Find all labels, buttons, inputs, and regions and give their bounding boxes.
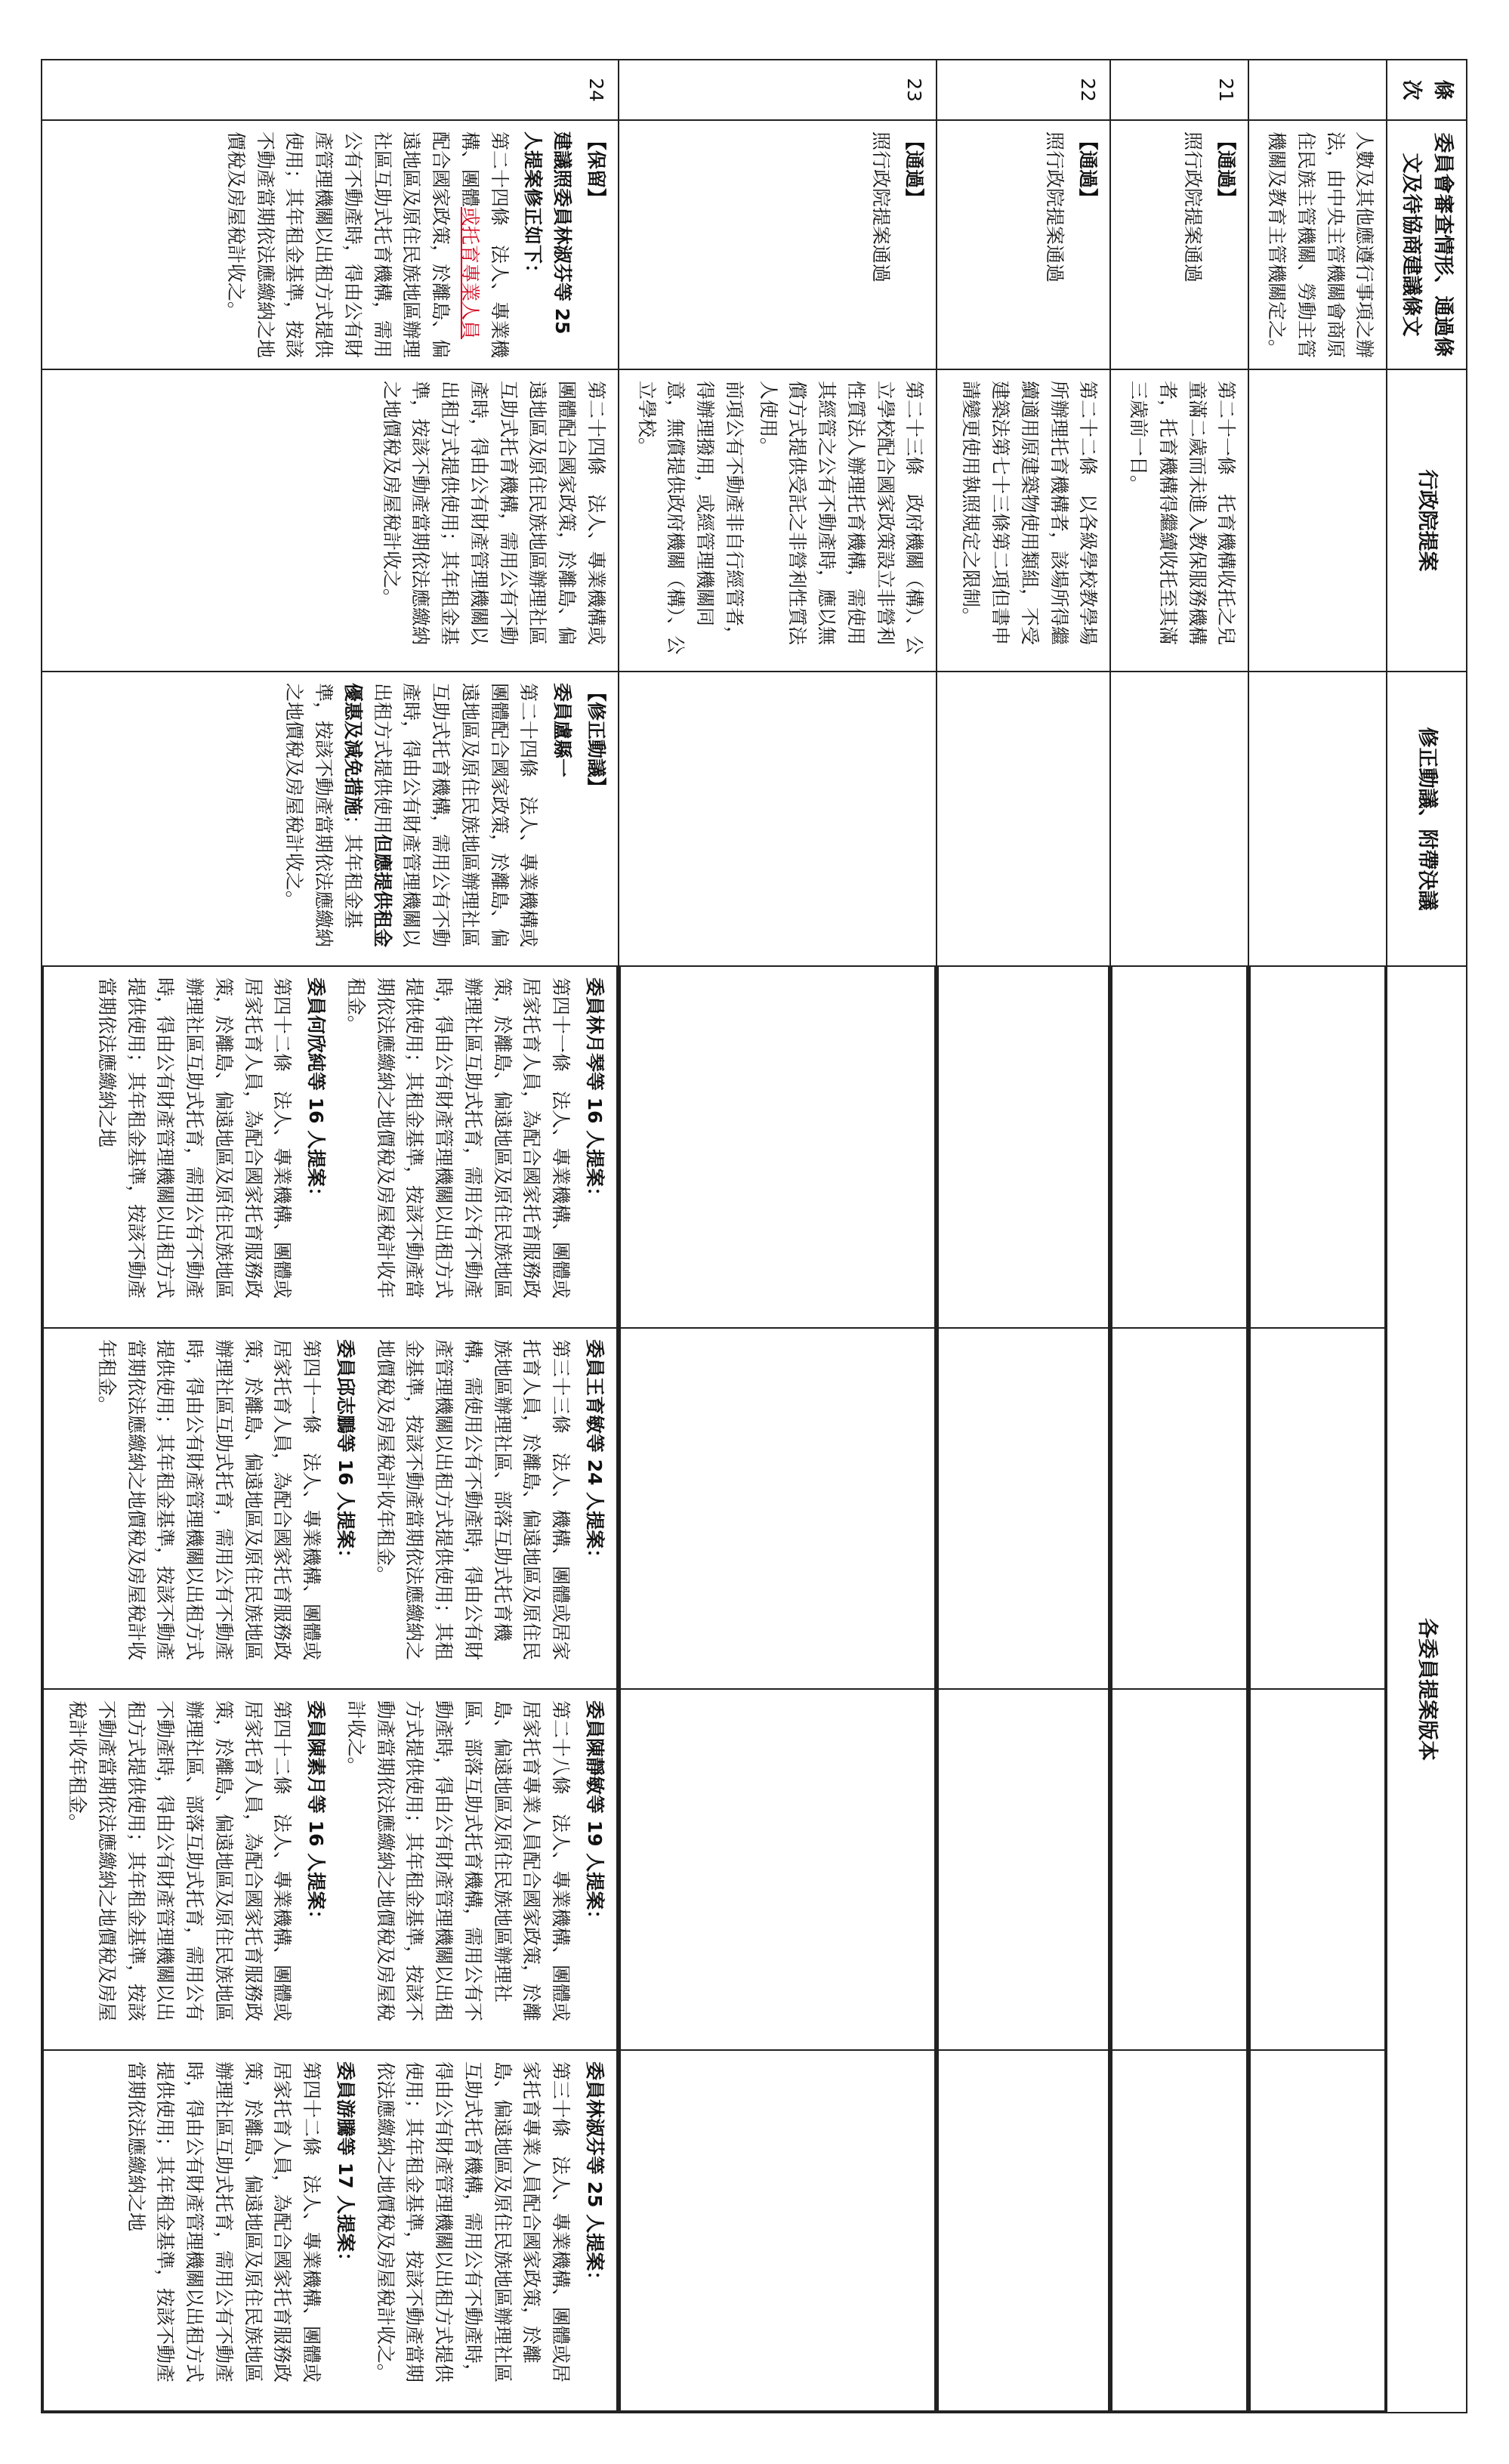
exec-text: 第二十三條 政府機關（構）、公立學校配合國家政策設立非營利性質法人辦理托育機構，需使用其經管之公有不動產時，應以無償方式提供受託之非營利性質法人使用。 [757,381,926,655]
status-text: 照行政院提案通過 [1181,131,1204,283]
proposer: 委員陳靜敏等 19 人提案： [583,1700,606,1929]
status-text: 照行政院提案通過 [1043,131,1066,283]
comparison-table [41,59,1467,2413]
inserted-text: 或 [458,207,481,227]
versions-cell [42,966,619,2413]
proposal-text: 第四十一條 法人、專業機構、團體或居家托育人員，為配合國家托育服務政策，於離島、偏遠地區及原住民族地區辦理社區互助式托育，需用公有不動產時，得由公有財產管理機關以出租方式提供使用；其年租金基準，按該不動產當期依法應繳納之地價稅及房屋稅計收年租金。 [95,1339,323,1661]
committee-cell [937,120,1110,369]
versions-cell [1110,966,1248,2413]
proposal [370,1339,609,1678]
status-badge: 【通過】 [903,131,926,208]
committee-text-pre: 第二十四條 法人、專業機構、團體 [458,131,511,359]
header-executive: 行政院提案 [1387,369,1467,672]
committee-cell [1248,120,1387,369]
table-row [42,60,619,2413]
article-no: 24 [42,60,619,120]
amend-cell [42,672,619,966]
table-row [619,60,937,2413]
proposal [121,2061,360,2400]
proposal [370,2061,609,2400]
proposer: 委員陳素月等 16 人提案： [305,1700,328,1929]
proposal-text: 第四十二條 法人、專業機構、團體或居家托育人員，為配合國家托育服務政策，於離島、偏遠地區及原住民族地區辦理社區互助式托育，需用公有不動產時，得由公有財產管理機關以出租方式提供使用；其年租金基準，按該不動產當期依法應繳納之地 [125,2061,323,2383]
exec-cell [1110,369,1248,672]
committee-text [221,131,514,358]
status-badge: 【保留】 [585,131,607,208]
proposal-text: 第四十一條 法人、專業機構、團體或居家托育人員，為配合國家托育服務政策，於離島、偏遠地區及原住民族地區辦理社區互助式托育，需用公有不動產時，得由公有財產管理機關以出租方式提供使用；其租金基準，按該不動產當期依法應繳納之地價稅及房屋稅計收年租金。 [344,977,572,1299]
proposer: 委員林月琴等 16 人提案： [583,977,606,1206]
amendment-title: 【修正動議】 [585,683,607,797]
table-row [937,60,1110,2413]
exec-text: 第二十一條 托育機構收托之兒童滿二歲而未進入教保服務機構者，托育機構得繼續收托至其滿三歲前一日。 [1128,381,1238,646]
version-column [43,2050,617,2411]
proposal-text: 第四十二條 法人、專業機構、團體或居家托育人員，為配合國家托育服務政策，於離島、偏遠地區及原住民族地區辦理社區互助式托育，需用公有不動產時，得由公有財產管理機關以出租方式提供使用；其年租金基準，按該不動產當期依法應繳納之地 [95,977,294,1299]
article-no [1248,60,1387,120]
version-column [43,967,617,1328]
exec-cell [937,369,1110,672]
header-committee: 委員會審查情形、通過條文及待協商建議條文 [1387,120,1467,369]
inserted-text: 托育專業人員 [458,226,481,340]
article-no: 21 [1110,60,1248,120]
version-column [43,1328,617,1689]
exec-cell [1248,369,1387,672]
proposer: 委員游騰等 17 人提案： [334,2061,356,2271]
amend-cell [619,672,937,966]
amendment-text [279,683,543,955]
status-text: 照行政院提案通過 [869,131,892,283]
versions-cell [619,966,937,2413]
header-row [1387,60,1467,2413]
proposal-text: 第四十二條 法人、專業機構、團體或居家托育人員，為配合國家托育服務政策，於離島、偏遠地區及原住民族地區辦理社區、部落互助式托育，需用公有不動產時，得由公有財產管理機關以出租方式提供使用；其年租金基準，按該不動產當期依法應繳納之地價稅及房屋稅計收年租金。 [66,1700,294,2022]
header-article-no: 條次 [1387,60,1467,120]
proposal [341,1700,609,2039]
proposer: 委員邱志鵬等 16 人提案： [334,1339,356,1568]
versions-cell [937,966,1110,2413]
amendment-proposer: 委員盧縣一 [551,683,574,778]
status-text: 建議照委員林淑芬等 25 人提案修正如下： [522,131,574,335]
committee-cell [619,120,937,369]
exec-text: 前項公有不動產非自行經管者，得辦理撥用，或經管理機關同意，無償提供政府機關（構）、公立學校。 [635,381,745,655]
proposer: 委員何欣純等 16 人提案： [305,977,328,1206]
exec-text: 第二十四條 法人、專業機構或團體配合國家政策，於離島、偏遠地區及原住民族地區辦理社區互助式托育機構，需用公有不動產時，得由公有財產管理機關以出租方式提供使用；其年租金基準，按該不動產當期依法應繳納之地價稅及房屋稅計收之。 [380,381,607,646]
article-no: 22 [937,60,1110,120]
proposal [91,977,330,1317]
amend-cell [1110,672,1248,966]
proposal-text: 第三十三條 法人、機構、團體或居家托育人員，於離島、偏遠地區及原住民族地區辦理社區、部落互助式托育機構，需使用公有不動產時，得由公有財產管理機關以出租方式提供使用；其租金基準，按該不動產當期依法應繳納之地價稅及房屋稅計收年租金。 [374,1339,572,1661]
proposer: 委員王育敏等 24 人提案： [583,1339,606,1568]
committee-cell [42,120,619,369]
table-row [1248,60,1387,2413]
proposal [62,1700,330,2039]
proposer: 委員林淑芬等 25 人提案： [583,2061,606,2290]
versions-cell [1248,966,1387,2413]
proposal-text: 第二十八條 法人、專業機構、團體或居家托育專業人員配合國家政策，於離島、偏遠地區及原住民族地區辦理社區、部落互助式托育機構，需用公有不動產時，得由公有財產管理機關以出租方式提供使用；其年租金基準，按該不動產當期依法應繳納之地價稅及房屋稅計收之。 [344,1700,572,2022]
exec-cell [42,369,619,672]
committee-cell [1110,120,1248,369]
proposal [91,1339,360,1678]
amendment-text-bold: 但應提供租金優惠及減免措施 [341,683,393,948]
committee-text-post: 配合國家政策，於離島、偏遠地區及原住民族地區辦理社區互助式托育機構，需用公有不動產時，得由公有財產管理機關以出租方式提供使用；其年租金基準，按該不動產當期依法應繳納之地價稅及房屋稅計收之。 [224,131,452,359]
exec-cell [619,369,937,672]
exec-text: 第二十二條 以各級學校教學場所辦理托育機構者，該場所得繼續適用原建築物使用類組，不受建築法第七十三條第二項但書申請變更使用執照規定之限制。 [960,381,1100,646]
committee-text: 人數及其他應遵行事項之辦法，由中央主管機關會商原住民族主管機關、勞動主管機關及教育主管機關定之。 [1266,131,1376,359]
article-no: 23 [619,60,937,120]
proposal-text: 第三十條 法人、專業機構、團體或居家托育專業人員配合國家政策，於離島、偏遠地區及原住民族地區辦理社區互助式托育機構，需用公有不動產時，得由公有財產管理機關以出租方式提供使用；其年租金基準，按該不動產當期依法應繳納之地價稅及房屋稅計收之。 [374,2061,572,2383]
status-badge: 【通過】 [1215,131,1238,208]
header-amendment: 修正動議、附帶決議 [1387,672,1467,966]
status-badge: 【通過】 [1077,131,1100,208]
proposal [341,977,609,1317]
amendment-text-tail: ；其年租金基準，按該不動產當期依法應繳納之地價稅及房屋稅計收之。 [283,683,364,948]
table-row [1110,60,1248,2413]
amendment-text-main: 第二十四條 法人、專業機構或團體配合國家政策，於離島、偏遠地區及原住民族地區辦理社區互助式托育機構，需用公有不動產時，得由公有財產管理機關以出租方式提供使用 [371,683,540,948]
amend-cell [1248,672,1387,966]
header-versions: 各委員提案版本 [1387,966,1467,2413]
amend-cell [937,672,1110,966]
version-column [43,1689,617,2050]
